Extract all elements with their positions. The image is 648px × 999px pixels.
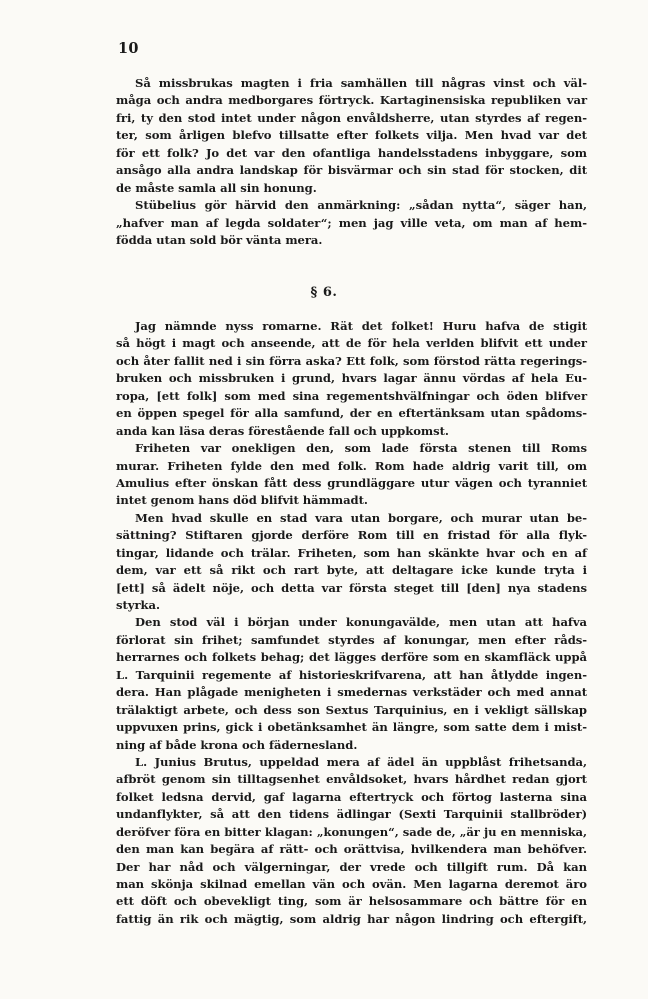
text-line: ropa, [ett folk] som med sina regementshvälfningar och öden blifver [116,388,587,403]
text-line: ett döft och obevekligt ting, som är helsosammare och bättre för en [116,894,587,909]
text-line: fri, ty den stod intet under någon envåldsherre, utan styrdes af regen- [116,110,587,125]
text-line: måga och andra medborgares förtryck. Kartaginensiska republiken var [116,93,587,108]
section-heading: § 6. [310,285,338,300]
text-line: undanflykter, så att den tidens ädlingar (Sexti Tarquinii stallbröder) [116,807,587,822]
text-line: [ett] så ädelt nöje, och detta var första steget till [den] nya stadens [116,580,587,595]
text-line: styrka. [116,598,160,612]
text-line: Så missbrukas magten i fria samhällen till någras vinst och väl- [135,76,587,90]
text-line: afbröt genom sin tilltagsenhet envåldsoket, hvars hårdhet redan gjort [116,772,587,787]
text-line: bruken och missbruken i grund, hvars lagar ännu vördas af hela Eu- [116,371,587,386]
text-line: tingar, lidande och trälar. Friheten, som han skänkte hvar och en af [116,545,587,560]
text-block-1 [116,75,587,249]
text-line: sättning? Stiftaren gjorde derföre Rom till en fristad för alla flyk- [116,528,587,543]
text-line: Men hvad skulle en stad vara utan borgare, och murar utan be- [135,510,587,525]
text-line: trälaktigt arbete, och dess son Sextus Tarquinius, en i vekligt sällskap [116,702,587,717]
text-line: L. Tarquinii regemente af historieskrifvarena, att han åtlydde ingen- [116,667,587,682]
text-block-2 [116,318,587,928]
text-line: intet genom hans död blifvit hämmadt. [116,493,368,508]
text-line: murar. Friheten fylde den med folk. Rom hade aldrig varit till, om [116,458,587,473]
text-line: dera. Han plågade menigheten i smedernas verkstäder och med annat [116,685,587,700]
text-line: den man kan begära af rätt- och orättvisa, hvilkendera man behöfver. [116,842,587,857]
text-line: Jag nämnde nyss romarne. Rät det folket! Huru hafva de stigit [135,319,587,333]
text-line: Friheten var onekligen den, som lade första stenen till Roms [135,441,587,456]
text-line: ansågo alla andra landskap för bisvärmar och sin stad för stocken, dit [116,163,587,178]
text-line: folket ledsna dervid, gaf lagarna eftertryck och förtog lasterna sina [116,789,587,804]
text-line: födda utan sold bör vänta mera. [116,232,323,247]
text-line: Der har nåd och välgerningar, der vrede och tillgift rum. Då kan [116,859,587,874]
text-line: Stübelius gör härvid den anmärkning: „sådan nytta“, säger han, [135,198,587,213]
text-line: „hafver man af legda soldater“; men jag ville veta, om man af hem- [116,215,587,230]
text-line: Den stod väl i början under konungavälde, men utan att hafva [135,615,587,630]
text-line: ning af både krona och fädernesland. [116,737,358,752]
text-line: uppvuxen prins, gick i obetänksamhet än längre, som satte dem i mist- [116,720,587,735]
text-line: förlorat sin frihet; samfundet styrdes af konungar, men efter råds- [116,632,587,647]
text-line: anda kan läsa deras förestående fall och uppkomst. [116,423,449,438]
text-line: och åter fallit ned i sin förra aska? Ett folk, som förstod rätta regerings- [116,353,587,368]
text-line: man skönja skilnad emellan vän och ovän. Men lagarna deremot äro [116,877,587,891]
text-line: de måste samla all sin honung. [116,180,317,195]
text-line: Amulius efter önskan fått dess grundläggare utur vägen och tyranniet [116,475,587,490]
text-line: fattig än rik och mägtig, som aldrig har någon lindring och eftergift, [116,911,587,926]
text-line: en öppen spegel för alla samfund, der en eftertänksam utan spådoms- [116,406,587,421]
page-number: 10 [118,40,139,57]
text-line: dem, var ett så rikt och rart byte, att deltagare icke kunde tryta i [116,563,587,578]
text-line: L. Junius Brutus, uppeldad mera af ädel än uppblåst frihetsanda, [135,754,587,769]
text-line: för ett folk? Jo det var den ofantliga handelsstadens inbyggare, som [116,145,587,160]
text-line: ter, som årligen blefvo tillsatte efter folkets vilja. Men hvad var det [116,128,587,143]
text-line: så högt i magt och anseende, att de för hela verlden blifvit ett under [116,336,587,351]
text-line: deröfver föra en bitter klagan: „konungen“, sade de, „är ju en menniska, [116,824,587,839]
text-line: herrarnes och folkets behag; det lägges derföre som en skamfläck uppå [116,650,587,665]
